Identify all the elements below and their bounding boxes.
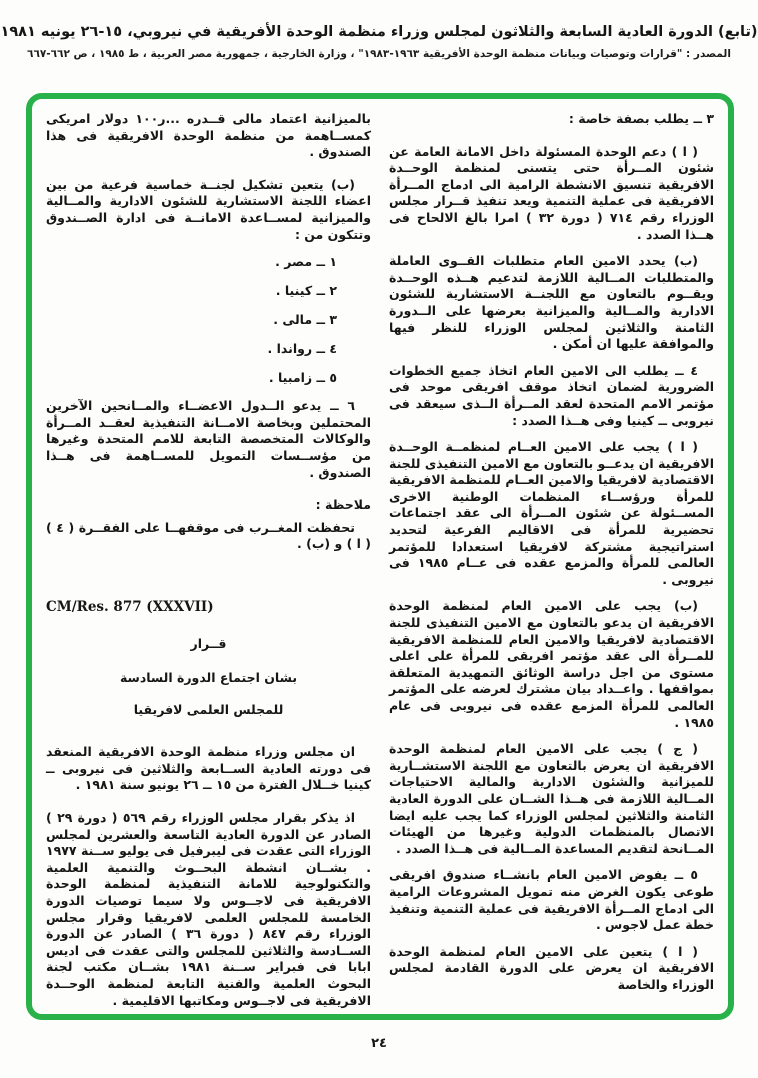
two-column-layout	[46, 111, 714, 1008]
list-item-rwanda: ٤ ــ رواندا .	[267, 341, 337, 357]
content-frame	[26, 93, 734, 1020]
list-item-zambia: ٥ ــ زامبيا .	[268, 370, 337, 386]
clause-3-heading: ٣ ــ يطلب بصفة خاصة :	[568, 111, 714, 126]
clause-5a-paragraph: ( ا ) يتعين على الامين العام لمنظمة الوحدة الافريقية ان يعرض على الدورة القادمة لمجلس الوزراء والخاصة	[389, 943, 714, 992]
list-item-kenya: ٢ ــ كينيا .	[275, 283, 337, 299]
clause-4c-paragraph: ( ج ) يجب على الامين العام لمنظمة الوحدة الافريقية ان يعرض بالتعاون مع اللجنة الاستشــارية للميزانية والشئون الادارية والمالية الاحتياجات المــالية اللازمة فى هــذا الشــان على الدورة العادية الثامنة والثلاثين لمجلس الوزراء كما يجب عليه ايضا الاتصال بالمنظمات الدولية وغيرها من الهيئات المــانحة لتقديم المساعدة المــالية فى هــذا الصدد .	[389, 741, 714, 856]
recall-paragraph: اذ يذكر بقرار مجلس الوزراء رقم ٥٦٩ ( دورة ٢٩ ) الصادر عن الدورة العادية التاسعة والعشرين لمجلس الوزراء التى عقدت فى ليبرفيل فى يوليو ســنة ١٩٧٧ . بشــان انشطة البحــوث والتنمية العلمية والتكنولوجية للامانة التنفيذية لمنظمة الوحدة الافريقية فى لاجــوس ولا سيما توصيات الدورة الخامسة للمجلس العلمى لافريقيا وقرار مجلس الوزراء رقم ٨٤٧ ( دورة ٣٦ ) الصادر عن الدورة الســادسة والثلاثين للمجلس والتى عقدت فى اديس ابابا فى فبراير ســنة ١٩٨١ بشــان مكتب لجنة البحوث العلمية والفنية التابعة لمنظمة الوحــدة الافريقية فى لاجــوس ومكاتبها الاقليمية .	[46, 810, 371, 1008]
document-source-line: المصدر : "قرارات وتوصيات وبيانات منظمة الوحدة الأفريقية ١٩٦٣-١٩٨٣" ، وزارة الخارجية ، جمهورية مصر العربية ، ط ١٩٨٥ ، ص ٦٦٢-٦٦٧	[27, 48, 731, 60]
resolution-reference: CM/Res. 877 (XXXVII)	[46, 598, 214, 615]
note-text: تحفظت المغــرب فى موقفهــا على الفقــرة ( ٤ ) ( ا ) و (ب) .	[46, 519, 371, 552]
clause-4b-paragraph: (ب) يجب على الامين العام لمنظمة الوحدة الافريقية ان يدعو بالتعاون مع الامين التنفيذى للجنة الاقتصادية لافريقيا والامين العام للمنظمة الافريقية للمــرأة الى عقد مؤتمر افريقى للمرأة على اعلى مستوى من اجل دراسة الوثائق التمهيدية المتعلقة بمواقفها . واعــداد بيان مشترك لعرضه على المؤتمر العالمى للمرأة المزمع عقده فى نيروبى فى عام ١٩٨٥ .	[389, 598, 714, 730]
resolution-heading-main: قــرار	[190, 635, 227, 651]
resolution-heading-body: للمجلس العلمى لافريقيا	[133, 701, 284, 717]
clause-3b-paragraph: (ب) يحدد الامين العام متطلبات القــوى العاملة والمتطلبات المــالية اللازمة لتدعيم هــذه الوحــدة ويقــوم بالتعاون مع اللجنــة الاستشارية للشئون الادارية والمــالية والميزانية بعرضها على الــدورة الثامنة والثلاثين لمجلس الوزراء للنظر فيها والموافقة عليها ان أمكن .	[389, 253, 714, 352]
budget-paragraph: بالميزانية اعتماد مالى قــدره ...ر١٠٠ دولار امريكى كمســاهمة من منظمة الوحدة الافريقية فى هذا الصندوق .	[46, 111, 371, 160]
clause-6-paragraph: ٦ ــ يدعو الــدول الاعضــاء والمــانحين الآخرين المحتملين وبخاصة الامــانة التنفيذية لعقــد المــرأة والوكالات المتخصصة التابعة للامم المتحدة وغيرها من مؤســسات التمويل للمســاهمة فى هــذا الصندوق .	[46, 398, 371, 480]
member-country-list	[46, 253, 337, 386]
list-item-egypt: ١ ــ مصر .	[275, 254, 337, 270]
left-column	[46, 111, 371, 1008]
list-item-mali: ٣ ــ مالى .	[273, 312, 337, 328]
clause-3a-paragraph: ( ا ) دعم الوحدة المسئولة داخل الامانة العامة عن شئون المــرأة حتى يتسنى لمنظمة الوحــدة الافريقية تنسيق الانشطة الرامية الى ادماج المــرأة الافريقية فى عملية التنمية ويعد تنفيذ قــرار مجلس الوزراء رقم ٧١٤ ( دورة ٣٢ ) امرا بالغ الالحاح فى هــذا الصدد .	[389, 143, 714, 242]
page-header	[0, 24, 758, 60]
clause-4-paragraph: ٤ ــ يطلب الى الامين العام اتخاذ جميع الخطوات الضرورية لضمان اتخاذ موقف افريقى موحد فى مؤتمر الامم المتحدة لعقد المــرأة الــذى سيعقد فى نيروبى ــ كينيا وفى هــذا الصدد :	[389, 362, 714, 428]
committee-paragraph: (ب) يتعين تشكيل لجنــة خماسية فرعية من بين اعضاء اللجنة الاستشارية للشئون الادارية والمــالية والميزانية لمســاعدة الامانــة فى ادارة الصــندوق وتتكون من :	[46, 176, 371, 242]
session-paragraph: ان مجلس وزراء منظمة الوحدة الافريقية المنعقد فى دورته العادية الســابعة والثلاثين فى نيروبى ــ كينيا خــلال الفترة من ١٥ ــ ٢٦ يونيو سنة ١٩٨١ .	[46, 744, 371, 793]
note-label: ملاحظة :	[315, 497, 371, 513]
clause-4a-paragraph: ( ا ) يجب على الامين العــام لمنظمــة الوحــدة الافريقية ان يدعــو بالتعاون مع الامين التنفيذى للجنة الاقتصادية لافريقيا والامين العــام للمنظمة الافريقية للمرأة ورؤســاء المنظمات الوطنية الاخرى المســئولة عن شئون المــرأة الى عقد اجتماعات تحضيرية للمرأة فى الاقاليم الفرعية لتحديد استراتيجية مشتركة لافريقيا استعدادا للمؤتمر العالمى للمرأة والمزمع عقده فى عــام ١٩٨٥ فى نيروبى .	[389, 439, 714, 587]
right-column	[389, 111, 714, 1008]
clause-5-paragraph: ٥ ــ يفوض الامين العام بانشــاء صندوق افريقى طوعى يكون الغرض منه تمويل المشروعات الرامية الى ادماج المــرأة الافريقية فى عملية التنمية وتنفيذ خطة عمل لاجوس .	[389, 867, 714, 933]
document-title: (تابع) الدورة العادية السابعة والثلاثون لمجلس وزراء منظمة الوحدة الأفريقية في نيروبي، ١٥-٢٦ يونيه ١٩٨١	[0, 24, 758, 40]
resolution-heading-subject: بشان اجتماع الدورة السادسة	[119, 670, 298, 686]
page-number: ٢٤	[371, 1036, 387, 1051]
